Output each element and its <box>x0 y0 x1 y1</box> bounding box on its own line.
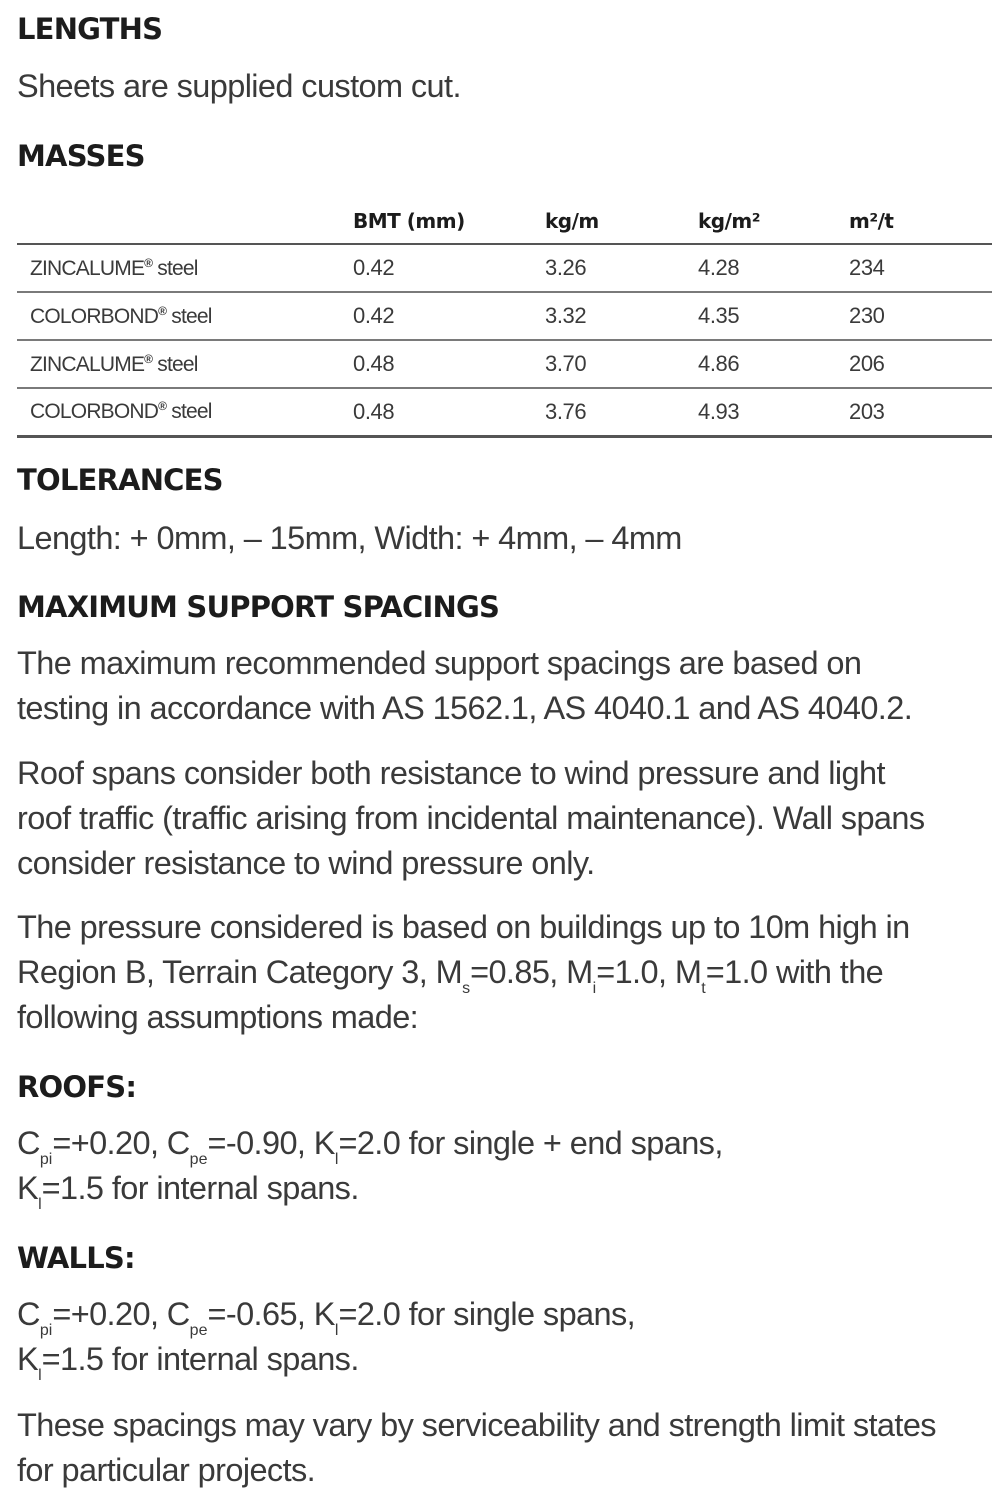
subscript: pi <box>39 1322 53 1339</box>
subscript: l <box>334 1151 339 1168</box>
cell-m2t: 234 <box>849 255 885 280</box>
lengths-heading: LENGTHS <box>17 12 163 46</box>
walls-line-2 <box>17 1337 359 1382</box>
spacings-line: following assumptions made: <box>17 999 419 1035</box>
roofs-heading: ROOFS: <box>17 1070 137 1104</box>
closing-line: for particular projects. <box>17 1452 316 1488</box>
subscript: l <box>38 1196 42 1213</box>
subscript: i <box>592 980 597 997</box>
cell-bmt: 0.48 <box>353 351 395 376</box>
row-product <box>17 340 353 388</box>
spacings-line: Roof spans consider both resistance to wind pressure and light <box>17 755 885 791</box>
spacings-line: The pressure considered is based on buildings up to 10m high in <box>17 909 910 945</box>
roofs-line-1 <box>17 1121 723 1166</box>
cell-kgm: 3.26 <box>545 255 587 280</box>
cell-kgm2: 4.35 <box>698 303 740 328</box>
cell-m2t: 203 <box>849 398 885 424</box>
spacings-line: consider resistance to wind pressure only. <box>17 845 595 881</box>
cell-kgm2: 4.28 <box>698 255 740 280</box>
product-name: ZINCALUME <box>30 256 145 280</box>
text-run: =1.5 for internal spans. <box>41 1170 359 1206</box>
product-suffix: steel <box>171 400 212 424</box>
text-run: C <box>17 1296 40 1332</box>
spacings-line: The maximum recommended support spacings are based on <box>17 645 862 681</box>
masses-table <box>17 198 992 438</box>
product-suffix: steel <box>157 256 198 280</box>
text-run: =+0.20, C <box>52 1125 190 1161</box>
column-header-bmt: BMT (mm) <box>353 198 545 244</box>
product-name: COLORBOND <box>30 400 159 424</box>
cell-bmt: 0.48 <box>353 398 395 424</box>
table-row <box>17 244 992 292</box>
table-row <box>17 340 992 388</box>
roofs-line-2 <box>17 1166 359 1211</box>
cell-kgm: 3.32 <box>545 303 587 328</box>
text-run: =1.0 with the <box>705 954 884 990</box>
walls-heading: WALLS: <box>17 1241 135 1275</box>
walls-line-1 <box>17 1292 635 1337</box>
cell-kgm: 3.76 <box>545 398 587 424</box>
closing-line: These spacings may vary by serviceability and strength limit states <box>17 1407 936 1443</box>
cell-kgm2: 4.86 <box>698 351 740 376</box>
row-product <box>17 292 353 340</box>
text-run: =+0.20, C <box>52 1296 190 1332</box>
text-run: =-0.90, K <box>207 1125 335 1161</box>
tolerances-heading: TOLERANCES <box>17 463 223 497</box>
spacings-heading: MAXIMUM SUPPORT SPACINGS <box>17 590 500 624</box>
column-header-name <box>17 198 353 244</box>
subscript: s <box>462 980 471 997</box>
column-header-kgm: kg/m <box>545 198 698 244</box>
product-suffix: steel <box>171 304 212 328</box>
row-product <box>17 388 353 436</box>
subscript: t <box>701 980 706 997</box>
subscript: l <box>334 1322 339 1339</box>
subscript: pe <box>189 1151 208 1168</box>
text-run: =1.0, M <box>596 954 702 990</box>
cell-bmt: 0.42 <box>353 255 395 280</box>
registered-mark: ® <box>158 303 167 318</box>
cell-m2t: 206 <box>849 351 885 376</box>
cell-kgm2: 4.93 <box>698 398 740 424</box>
subscript: pi <box>39 1151 53 1168</box>
registered-mark: ® <box>144 255 153 270</box>
text-run: K <box>17 1170 39 1206</box>
subscript: l <box>38 1367 42 1384</box>
spacings-line: testing in accordance with AS 1562.1, AS 4040.1 and AS 4040.2. <box>17 690 913 726</box>
column-header-kgm2: kg/m² <box>698 198 849 244</box>
text-run: Region B, Terrain Category 3, M <box>17 954 463 990</box>
registered-mark: ® <box>158 399 167 414</box>
product-name: COLORBOND <box>30 304 159 328</box>
text-run: C <box>17 1125 40 1161</box>
tolerances-text: Length: + 0mm, – 15mm, Width: + 4mm, – 4mm <box>17 520 682 556</box>
text-run: =2.0 for single + end spans, <box>338 1125 723 1161</box>
text-run: =-0.65, K <box>207 1296 335 1332</box>
product-suffix: steel <box>157 352 198 376</box>
table-header-row <box>17 198 992 244</box>
cell-bmt: 0.42 <box>353 303 395 328</box>
table-row <box>17 388 992 436</box>
row-product <box>17 244 353 292</box>
cell-kgm: 3.70 <box>545 351 587 376</box>
subscript: pe <box>189 1322 208 1339</box>
text-run: K <box>17 1341 39 1377</box>
registered-mark: ® <box>144 351 153 366</box>
cell-m2t: 230 <box>849 303 885 328</box>
product-name: ZINCALUME <box>30 352 145 376</box>
table-row <box>17 292 992 340</box>
masses-heading: MASSES <box>17 139 145 173</box>
column-header-m2t: m²/t <box>849 198 992 244</box>
spacings-line-factors <box>17 950 883 995</box>
text-run: =0.85, M <box>470 954 593 990</box>
text-run: =1.5 for internal spans. <box>41 1341 359 1377</box>
text-run: =2.0 for single spans, <box>338 1296 636 1332</box>
lengths-text: Sheets are supplied custom cut. <box>17 68 461 104</box>
spacings-line: roof traffic (traffic arising from incidental maintenance). Wall spans <box>17 800 925 836</box>
